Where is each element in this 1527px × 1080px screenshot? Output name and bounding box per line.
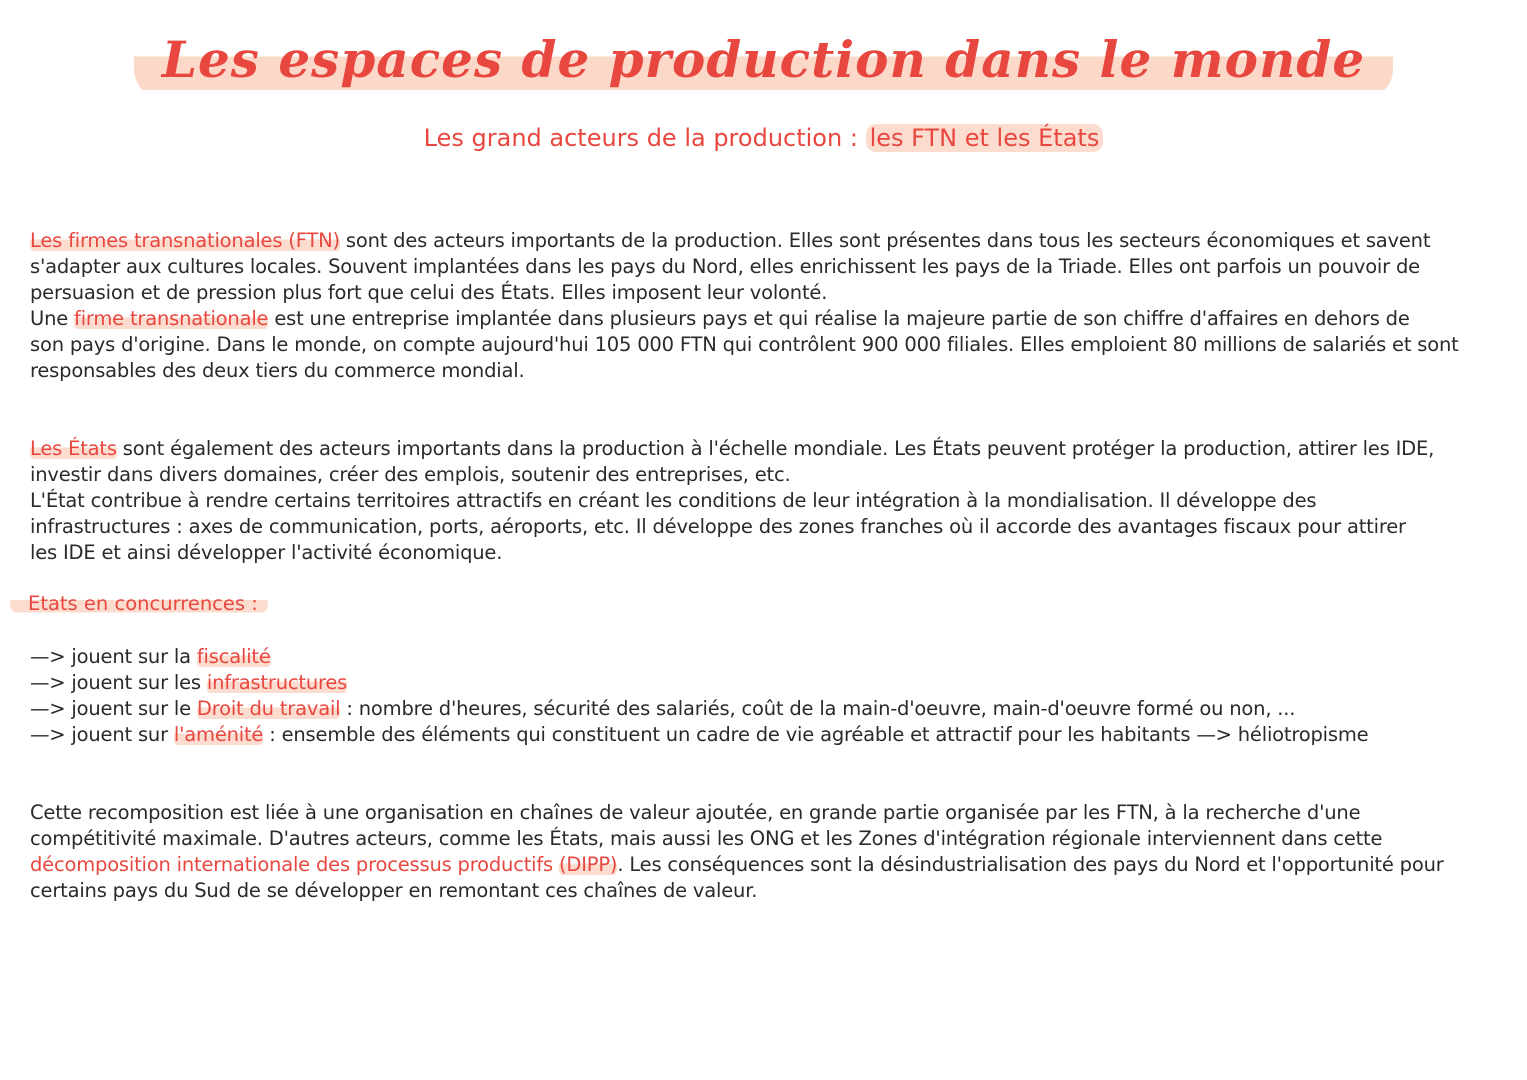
text-run: est une entreprise implantée dans plusieurs pays et qui réalise la majeure partie de son chiffre d'affaires en dehors de (268, 307, 1410, 330)
bullet-list (30, 644, 1368, 748)
paragraph-line (30, 852, 1505, 878)
highlight-term: fiscalité (196, 645, 271, 668)
paragraph-etats (30, 436, 1505, 566)
page-title: Les espaces de production dans le monde (134, 26, 1393, 99)
paragraph-line: L'État contribue à rendre certains territoires attractifs en créant les conditions de leur intégration à la mondialisation. Il développe des (30, 489, 1317, 512)
paragraph-line (30, 436, 1505, 462)
paragraph-line: Cette recomposition est liée à une organisation en chaînes de valeur ajoutée, en grande partie organisée par les FTN, à la recherche d'une (30, 801, 1361, 824)
paragraph-recomposition (30, 800, 1505, 904)
highlight-term: infrastructures (206, 671, 348, 694)
highlight-term: firme transnationale (74, 307, 269, 330)
list-item (30, 722, 1368, 748)
bullet-prefix: —> jouent sur les (30, 671, 207, 694)
highlight-term: Droit du travail (196, 697, 341, 720)
bullet-prefix: —> jouent sur le (30, 697, 197, 720)
highlight-term: (DIPP) (559, 853, 618, 876)
highlight-term: Les firmes transnationales (FTN) (30, 229, 340, 252)
list-item (30, 670, 1368, 696)
paragraph-line: son pays d'origine. Dans le monde, on compte aujourd'hui 105 000 FTN qui contrôlent 900 000 filiales. Elles emploient 80 millions de salariés et sont (30, 333, 1459, 356)
paragraph-line: infrastructures : axes de communication, ports, aéroports, etc. Il développe des zones franches où il accorde des avantages fiscaux pour attirer (30, 515, 1406, 538)
paragraph-line (30, 228, 1505, 254)
paragraph-line: persuasion et de pression plus fort que celui des États. Elles imposent leur volonté. (30, 281, 828, 304)
bullet-prefix: —> jouent sur (30, 723, 174, 746)
bullet-rest: : ensemble des éléments qui constituent un cadre de vie agréable et attractif pour les habitants —> héliotropisme (263, 723, 1369, 746)
text-run: sont également des acteurs importants dans la production à l'échelle mondiale. Les États peuvent protéger la production, attirer les IDE, (116, 437, 1435, 460)
paragraph-line: les IDE et ainsi développer l'activité économique. (30, 541, 503, 564)
highlight-term: l'aménité (173, 723, 264, 746)
paragraph-line: certains pays du Sud de se développer en remontant ces chaînes de valeur. (30, 879, 758, 902)
list-item (30, 696, 1368, 722)
bullet-rest: : nombre d'heures, sécurité des salariés, coût de la main-d'oeuvre, main-d'oeuvre formé ou non, ... (340, 697, 1296, 720)
subtitle-highlight: les FTN et les États (866, 124, 1104, 152)
text-run: . Les conséquences sont la désindustrialisation des pays du Nord et l'opportunité pour (617, 853, 1444, 876)
paragraph-line: investir dans divers domaines, créer des emplois, soutenir des entreprises, etc. (30, 463, 791, 486)
subtitle (0, 124, 1527, 152)
text-run: Une (30, 307, 69, 330)
paragraph-ftn (30, 228, 1505, 384)
paragraph-line: responsables des deux tiers du commerce mondial. (30, 359, 525, 382)
highlight-term: Les États (30, 437, 117, 460)
paragraph-line: compétitivité maximale. D'autres acteurs, comme les États, mais aussi les ONG et les Zones d'intégration régionale interviennent dans cette (30, 827, 1383, 850)
title-container (0, 26, 1527, 99)
subtitle-prefix: Les grand acteurs de la production : (423, 124, 858, 152)
section-label-concurrence: Etats en concurrences : (10, 592, 268, 615)
bullet-prefix: —> jouent sur la (30, 645, 197, 668)
red-term: décomposition internationale des processus productifs (30, 853, 554, 876)
list-item (30, 644, 1368, 670)
paragraph-line (30, 306, 1505, 332)
text-run: sont des acteurs importants de la production. Elles sont présentes dans tous les secteurs économiques et savent (339, 229, 1431, 252)
paragraph-line: s'adapter aux cultures locales. Souvent implantées dans les pays du Nord, elles enrichissent les pays de la Triade. Elles ont parfois un pouvoir de (30, 255, 1420, 278)
